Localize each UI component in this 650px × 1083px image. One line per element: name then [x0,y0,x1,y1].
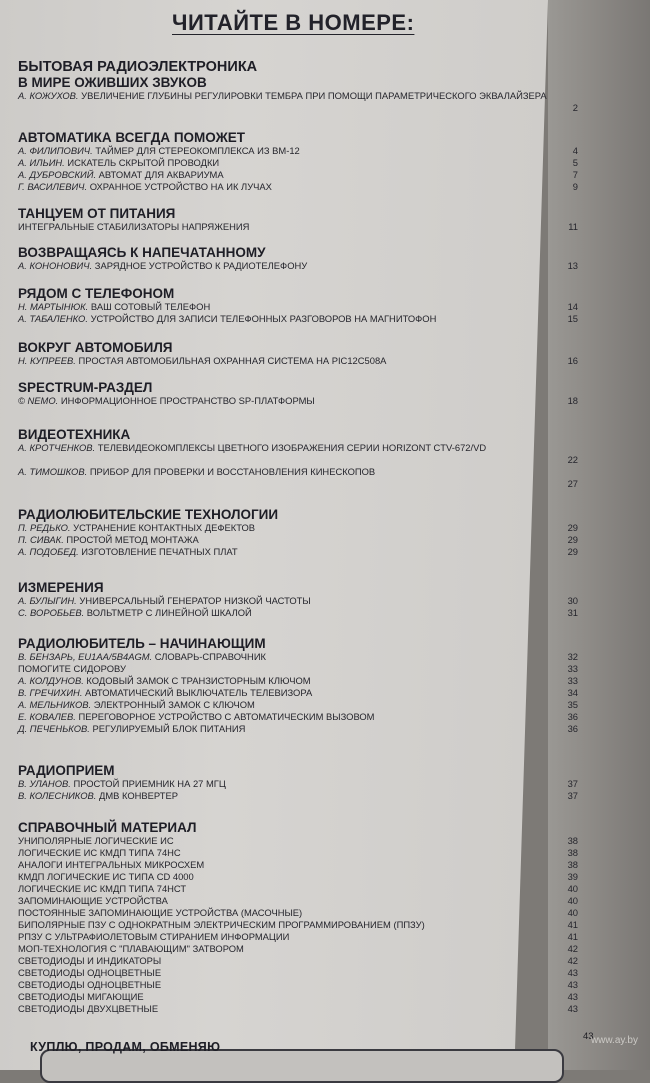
entry-page-number: 2 [572,102,578,113]
entry-page-number: 18 [567,395,578,406]
toc-entry [18,711,578,723]
toc-entry [18,607,578,619]
entry-page-number: 4 [572,145,578,156]
entry-page-number: 42 [567,955,578,966]
entry-page-number: 42 [567,943,578,954]
entry-page-number: 40 [567,895,578,906]
toc-entry [18,699,578,711]
entry-author: Н. МАРТЫНЮК. [18,301,89,312]
entry-title: СВЕТОДИОДЫ ОДНОЦВЕТНЫЕ [18,979,162,990]
entry-author: А. КОЛДУНОВ. [18,675,84,686]
toc-entry [18,723,578,735]
entry-title: ПРОСТАЯ АВТОМОБИЛЬНАЯ ОХРАННАЯ СИСТЕМА НА PIC12C508A [78,355,387,366]
section-title: РЯДОМ С ТЕЛЕФОНОМ [18,286,175,301]
entry-page-number: 13 [567,260,578,271]
entry-title: АНАЛОГИ ИНТЕГРАЛЬНЫХ МИКРОСХЕМ [18,859,205,870]
section-title: ВОЗВРАЩАЯСЬ К НАПЕЧАТАННОМУ [18,245,266,260]
entry-title: ЭЛЕКТРОННЫЙ ЗАМОК С КЛЮЧОМ [93,699,255,710]
toc-entry [18,675,578,687]
toc-entry [18,1003,578,1015]
toc-entry [18,871,578,883]
toc-entry [18,395,578,407]
section-title: БЫТОВАЯ РАДИОЭЛЕКТРОНИКА [18,59,258,75]
entry-title: ВОЛЬТМЕТР С ЛИНЕЙНОЙ ШКАЛОЙ [86,607,252,618]
toc-entry [18,546,578,558]
toc-section [18,580,578,619]
entry-author: А. ТИМОШКОВ. [18,466,88,477]
toc-section [18,130,578,193]
toc-entry [18,145,578,157]
toc-entry [18,595,578,607]
entry-page-number: 32 [567,651,578,662]
entry-page-number: 33 [567,663,578,674]
toc-entry [18,260,578,272]
entry-title: ИНФОРМАЦИОННОЕ ПРОСТРАНСТВО SP-ПЛАТФОРМЫ [60,395,315,406]
toc-entry [18,313,578,325]
entry-title: УВЕЛИЧЕНИЕ ГЛУБИНЫ РЕГУЛИРОВКИ ТЕМБРА ПРИ ПОМОЩИ ПАРАМЕТРИЧЕСКОГО ЭКВАЛАЙЗЕРА [81,90,547,101]
toc-entry [18,979,578,991]
toc-entry [18,907,578,919]
toc-entry [18,534,578,546]
toc-entry [18,687,578,699]
entry-page-number: 29 [567,546,578,557]
entry-title: АВТОМАТ ДЛЯ АКВАРИУМА [98,169,224,180]
entry-page-number: 38 [567,835,578,846]
entry-page-number: 5 [572,157,578,168]
entry-page-number: 22 [567,454,578,465]
toc-entry [18,169,578,181]
entry-page-number: 29 [567,534,578,545]
entry-page-number: 43 [567,967,578,978]
entry-title: СВЕТОДИОДЫ И ИНДИКАТОРЫ [18,955,162,966]
entry-title: СЛОВАРЬ-СПРАВОЧНИК [154,651,267,662]
entry-author: А. КРОТЧЕНКОВ. [18,442,96,453]
toc-section [18,245,578,272]
entry-author: П. СИВАК. [18,534,64,545]
section-title: СПРАВОЧНЫЙ МАТЕРИАЛ [18,820,197,835]
entry-title: ЗАПОМИНАЮЩИЕ УСТРОЙСТВА [18,895,168,906]
toc-entry [18,955,578,967]
entry-title: УНИВЕРСАЛЬНЫЙ ГЕНЕРАТОР НИЗКОЙ ЧАСТОТЫ [79,595,311,606]
entry-author: Г. ВАСИЛЕВИЧ. [18,181,88,192]
entry-author: А. МЕЛЬНИКОВ. [18,699,92,710]
entry-title: ЗАРЯДНОЕ УСТРОЙСТВО К РАДИОТЕЛЕФОНУ [94,260,308,271]
entry-title: ИЗГОТОВЛЕНИЕ ПЕЧАТНЫХ ПЛАТ [81,546,238,557]
entry-page-number: 37 [567,790,578,801]
toc-section [18,380,578,407]
entry-page-number: 7 [572,169,578,180]
entry-title: АВТОМАТИЧЕСКИЙ ВЫКЛЮЧАТЕЛЬ ТЕЛЕВИЗОРА [85,687,313,698]
toc-entry [18,157,578,169]
toc-entry [18,442,578,466]
entry-title: ИНТЕГРАЛЬНЫЕ СТАБИЛИЗАТОРЫ НАПРЯЖЕНИЯ [18,221,250,232]
toc-section [18,763,578,802]
section-subtitle: В МИРЕ ОЖИВШИХ ЗВУКОВ [18,75,207,90]
entry-title: СВЕТОДИОДЫ МИГАЮЩИЕ [18,991,144,1002]
entry-page-number: 39 [567,871,578,882]
toc-entry [18,895,578,907]
toc-entry [18,859,578,871]
entry-author: Е. КОВАЛЕВ. [18,711,76,722]
toc-section [18,340,578,367]
section-title: АВТОМАТИКА ВСЕГДА ПОМОЖЕТ [18,130,246,145]
entry-title: ИСКАТЕЛЬ СКРЫТОЙ ПРОВОДКИ [67,157,220,168]
entry-title: РЕГУЛИРУЕМЫЙ БЛОК ПИТАНИЯ [92,723,246,734]
entry-title: ДМВ КОНВЕРТЕР [98,790,178,801]
toc-section [18,60,578,114]
section-title: ВИДЕОТЕХНИКА [18,427,131,442]
entry-title: РПЗУ С УЛЬТРАФИОЛЕТОВЫМ СТИРАНИЕМ ИНФОРМАЦИИ [18,931,290,942]
entry-page-number: 14 [567,301,578,312]
footer-page-number: 43 [583,1030,594,1041]
entry-title: ОХРАННОЕ УСТРОЙСТВО НА ИК ЛУЧАХ [89,181,272,192]
entry-page-number: 11 [568,221,578,232]
entry-page-number: 37 [567,778,578,789]
entry-page-number: 9 [572,181,578,192]
footer-heading: КУПЛЮ, ПРОДАМ, ОБМЕНЯЮ [30,1040,221,1054]
entry-title: ТЕЛЕВИДЕОКОМПЛЕКСЫ ЦВЕТНОГО ИЗОБРАЖЕНИЯ СЕРИИ HORIZONT CTV-672/VD [97,442,487,453]
entry-page-number: 30 [567,595,578,606]
entry-page-number: 34 [567,687,578,698]
entry-author: А. ТАБАЛЕНКО. [18,313,88,324]
toc-section [18,507,578,558]
bottom-frame [40,1049,564,1083]
entry-author: С. ВОРОБЬЕВ. [18,607,85,618]
entry-author: В. ГРЕЧИХИН. [18,687,83,698]
entry-author: Д. ПЕЧЕНЬКОВ. [18,723,90,734]
toc-entry [18,522,578,534]
entry-title: БИПОЛЯРНЫЕ ПЗУ С ОДНОКРАТНЫМ ЭЛЕКТРИЧЕСКИМ ПРОГРАММИРОВАНИЕМ (ППЗУ) [18,919,425,930]
entry-title: ПРОСТОЙ МЕТОД МОНТАЖА [66,534,199,545]
entry-author: В. КОЛЕСНИКОВ. [18,790,97,801]
entry-page-number: 29 [567,522,578,533]
entry-author: А. ПОДОБЕД. [18,546,79,557]
entry-page-number: 27 [567,478,578,489]
entry-page-number: 36 [567,723,578,734]
entry-author: А. ФИЛИПОВИЧ. [18,145,93,156]
toc-entry [18,301,578,313]
entry-title: УСТРАНЕНИЕ КОНТАКТНЫХ ДЕФЕКТОВ [73,522,256,533]
entry-page-number: 40 [567,883,578,894]
entry-page-number: 15 [567,313,578,324]
entry-title: ПРОСТОЙ ПРИЕМНИК НА 27 МГЦ [73,778,226,789]
entry-page-number: 43 [567,979,578,990]
entry-title: ПРИБОР ДЛЯ ПРОВЕРКИ И ВОССТАНОВЛЕНИЯ КИНЕСКОПОВ [89,466,376,477]
section-title: SPECTRUM-РАЗДЕЛ [18,380,153,395]
entry-title: ВАШ СОТОВЫЙ ТЕЛЕФОН [90,301,211,312]
toc-entry [18,790,578,802]
entry-author: П. РЕДЬКО. [18,522,71,533]
toc-section [18,206,578,233]
entry-author: А. ДУБРОВСКИЙ. [18,169,97,180]
entry-author: Н. КУПРЕЕВ. [18,355,76,366]
section-title: РАДИОПРИЕМ [18,763,115,778]
toc-entry [18,181,578,193]
toc-entry [18,90,578,114]
entry-title: ТАЙМЕР ДЛЯ СТЕРЕОКОМПЛЕКСА ИЗ ВМ-12 [95,145,300,156]
entry-title: УСТРОЙСТВО ДЛЯ ЗАПИСИ ТЕЛЕФОННЫХ РАЗГОВОРОВ НА МАГНИТОФОН [90,313,437,324]
entry-title: УНИПОЛЯРНЫЕ ЛОГИЧЕСКИЕ ИС [18,835,174,846]
entry-author: А. КОНОНОВИЧ. [18,260,93,271]
toc-entry [18,919,578,931]
toc-entry [18,778,578,790]
toc-section [18,820,578,1015]
entry-page-number: 33 [567,675,578,686]
entry-page-number: 38 [567,859,578,870]
entry-author: В. БЕНЗАРЬ, EU1AA/5B4AGM. [18,651,153,662]
entry-page-number: 41 [567,919,578,930]
entry-title: СВЕТОДИОДЫ ДВУХЦВЕТНЫЕ [18,1003,159,1014]
entry-title: КМДП ЛОГИЧЕСКИЕ ИС ТИПА CD 4000 [18,871,194,882]
toc-entry [18,943,578,955]
entry-title: ПЕРЕГОВОРНОЕ УСТРОЙСТВО С АВТОМАТИЧЕСКИМ ВЫЗОВОМ [78,711,375,722]
toc-entry [18,663,578,675]
toc-entry [18,355,578,367]
entry-title: МОП-ТЕХНОЛОГИЯ С "ПЛАВАЮЩИМ" ЗАТВОРОМ [18,943,244,954]
toc-entry [18,931,578,943]
section-title: РАДИОЛЮБИТЕЛЬСКИЕ ТЕХНОЛОГИИ [18,507,279,522]
entry-page-number: 40 [567,907,578,918]
entry-title: ПОМОГИТЕ СИДОРОВУ [18,663,126,674]
entry-author: В. УЛАНОВ. [18,778,71,789]
entry-title: ЛОГИЧЕСКИЕ ИС КМДП ТИПА 74НСТ [18,883,187,894]
section-title: ТАНЦУЕМ ОТ ПИТАНИЯ [18,206,176,221]
entry-page-number: 31 [567,607,578,618]
entry-page-number: 43 [567,991,578,1002]
entry-page-number: 16 [567,355,578,366]
toc-entry [18,883,578,895]
toc-entry [18,835,578,847]
toc-entry [18,651,578,663]
section-title: ИЗМЕРЕНИЯ [18,580,104,595]
toc-entry [18,967,578,979]
toc-section [18,286,578,325]
toc-entry [18,847,578,859]
entry-page-number: 43 [567,1003,578,1014]
toc-entry [18,466,578,490]
page-title: ЧИТАЙТЕ В НОМЕРЕ: [172,10,415,35]
entry-author: А. КОЖУХОВ. [18,90,79,101]
entry-author: А. ИЛЬИН. [18,157,65,168]
entry-author: А. БУЛЫГИН. [18,595,77,606]
entry-page-number: 38 [567,847,578,858]
toc-entry [18,991,578,1003]
entry-page-number: 36 [567,711,578,722]
entry-page-number: 35 [567,699,578,710]
toc-section [18,636,578,735]
entry-title: КОДОВЫЙ ЗАМОК С ТРАНЗИСТОРНЫМ КЛЮЧОМ [86,675,311,686]
section-title: РАДИОЛЮБИТЕЛЬ – НАЧИНАЮЩИМ [18,636,266,651]
entry-title: ЛОГИЧЕСКИЕ ИС КМДП ТИПА 74НС [18,847,181,858]
section-title: ВОКРУГ АВТОМОБИЛЯ [18,340,173,355]
entry-title: СВЕТОДИОДЫ ОДНОЦВЕТНЫЕ [18,967,162,978]
entry-title: ПОСТОЯННЫЕ ЗАПОМИНАЮЩИЕ УСТРОЙСТВА (МАСОЧНЫЕ) [18,907,303,918]
toc-section [18,427,578,490]
toc-entry [18,221,578,233]
entry-page-number: 41 [567,931,578,942]
entry-author: © NEMO. [18,395,59,406]
watermark: www.ay.by [590,1035,638,1046]
